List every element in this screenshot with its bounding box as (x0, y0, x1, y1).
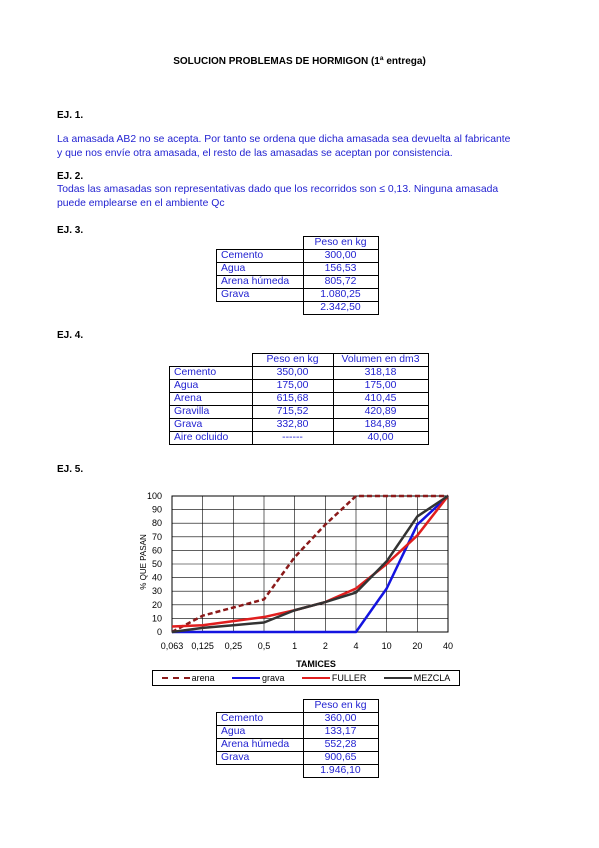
x-tick-label: 20 (412, 641, 423, 651)
legend-label: grava (262, 673, 285, 683)
ej1-line2: y que nos envíe otra amasada, el resto de las amasadas se aceptan por consistencia. (57, 148, 453, 159)
table-row (170, 432, 429, 445)
ej3-table (216, 236, 379, 315)
y-axis-label: % QUE PASAN (139, 534, 148, 590)
ej5-row-name: Cemento (217, 713, 304, 726)
x-tick-label: 4 (353, 641, 359, 651)
legend-swatch (162, 677, 190, 679)
ej4-label: EJ. 4. (57, 330, 84, 341)
ej3-row-name: Agua (217, 263, 304, 276)
y-tick-label: 70 (151, 531, 162, 542)
ej5-header: Peso en kg (303, 700, 378, 713)
ej3-row-value: 1.080,25 (303, 289, 378, 302)
ej4-row-name: Aire ocluido (170, 432, 253, 445)
ej5-label: EJ. 5. (57, 464, 84, 475)
x-tick-label: 0,063 (160, 641, 184, 651)
table-row (217, 276, 379, 289)
ej4-row-vol: 318,18 (333, 367, 428, 380)
ej4-row-vol: 184,89 (333, 419, 428, 432)
x-tick-label: 2 (322, 641, 328, 651)
x-tick-label: 0,25 (224, 641, 243, 651)
legend-label: FULLER (331, 673, 367, 683)
ej3-row-value: 805,72 (303, 276, 378, 289)
table-row (170, 380, 429, 393)
grading-chart (120, 486, 470, 670)
ej4-row-name: Arena (170, 393, 253, 406)
legend-label: MEZCLA (413, 673, 451, 683)
ej1-label: EJ. 1. (57, 110, 84, 121)
chart-legend (152, 670, 460, 686)
ej4-row-vol: 420,89 (333, 406, 428, 419)
ej4-row-name: Cemento (170, 367, 253, 380)
table-row (170, 406, 429, 419)
y-tick-label: 30 (151, 586, 162, 597)
x-tick-label: 10 (381, 641, 392, 651)
ej5-row-value: 552,28 (303, 739, 378, 752)
ej2-label: EJ. 2. (57, 171, 84, 182)
table-row (217, 289, 379, 302)
ej4-row-peso: 350,00 (252, 367, 333, 380)
legend-swatch (384, 677, 412, 679)
y-tick-label: 90 (151, 504, 162, 515)
ej4-row-peso: 175,00 (252, 380, 333, 393)
legend-label: arena (191, 673, 215, 683)
y-tick-label: 0 (156, 627, 162, 637)
ej4-row-peso: 715,52 (252, 406, 333, 419)
legend-item (384, 673, 451, 683)
chart-grid (172, 496, 448, 632)
ej4-row-vol: 40,00 (333, 432, 428, 445)
ej5-total: 1.946,10 (303, 765, 378, 778)
legend-swatch (232, 677, 260, 679)
ej5-row-name: Agua (217, 726, 304, 739)
ej3-row-value: 300,00 (303, 250, 378, 263)
x-axis-ticks (161, 641, 453, 651)
ej3-row-value: 156,53 (303, 263, 378, 276)
table-row (170, 367, 429, 380)
table-row (217, 263, 379, 276)
x-axis-label: TAMICES (296, 659, 336, 669)
legend-item (302, 673, 367, 683)
y-tick-label: 20 (151, 599, 162, 610)
y-tick-label: 10 (151, 613, 162, 624)
ej2-line1: Todas las amasadas son representativas dado que los recorridos son ≤ 0,13. Ninguna amasada (57, 184, 499, 195)
ej3-row-name: Cemento (217, 250, 304, 263)
y-tick-label: 50 (151, 559, 162, 569)
table-row (217, 713, 379, 726)
ej4-header-peso: Peso en kg (252, 354, 333, 367)
ej3-row-name: Arena húmeda (217, 276, 304, 289)
ej5-row-value: 360,00 (303, 713, 378, 726)
ej4-row-name: Gravilla (170, 406, 253, 419)
table-row (170, 419, 429, 432)
ej4-row-peso: ------ (252, 432, 333, 445)
legend-swatch (302, 677, 330, 679)
y-tick-label: 80 (151, 518, 162, 529)
legend-item (162, 673, 215, 683)
ej4-row-name: Grava (170, 419, 253, 432)
ej2-line2: puede emplearse en el ambiente Qc (57, 198, 225, 209)
ej4-table (169, 353, 429, 445)
ej2-text (57, 183, 544, 211)
ej5-row-name: Arena húmeda (217, 739, 304, 752)
ej4-row-vol: 175,00 (333, 380, 428, 393)
ej3-header: Peso en kg (303, 237, 378, 250)
x-tick-label: 0,125 (191, 641, 214, 651)
table-row (217, 739, 379, 752)
y-tick-label: 100 (146, 491, 162, 501)
ej5-row-value: 900,65 (303, 752, 378, 765)
y-tick-label: 60 (151, 545, 162, 556)
x-tick-label: 40 (442, 641, 454, 651)
legend-item (232, 673, 285, 683)
table-row (217, 752, 379, 765)
ej1-text (57, 133, 544, 161)
ej5-row-name: Grava (217, 752, 304, 765)
ej5-row-value: 133,17 (303, 726, 378, 739)
ej4-row-peso: 615,68 (252, 393, 333, 406)
page-title: SOLUCION PROBLEMAS DE HORMIGON (1ª entrega) (173, 56, 426, 67)
ej4-header-volumen: Volumen en dm3 (333, 354, 428, 367)
ej4-row-vol: 410,45 (333, 393, 428, 406)
ej5-table (216, 699, 379, 778)
x-tick-label: 1 (292, 641, 298, 651)
table-row (217, 726, 379, 739)
ej4-row-peso: 332,80 (252, 419, 333, 432)
ej3-total: 2.342,50 (303, 302, 378, 315)
table-row (217, 250, 379, 263)
ej3-row-name: Grava (217, 289, 304, 302)
y-axis-ticks (147, 491, 162, 637)
table-row (170, 393, 429, 406)
ej1-line1: La amasada AB2 no se acepta. Por tanto se ordena que dicha amasada sea devuelta al fabricante (57, 134, 511, 145)
ej3-label: EJ. 3. (57, 225, 84, 236)
ej4-row-name: Agua (170, 380, 253, 393)
x-tick-label: 0,5 (257, 641, 271, 651)
y-tick-label: 40 (151, 572, 162, 583)
